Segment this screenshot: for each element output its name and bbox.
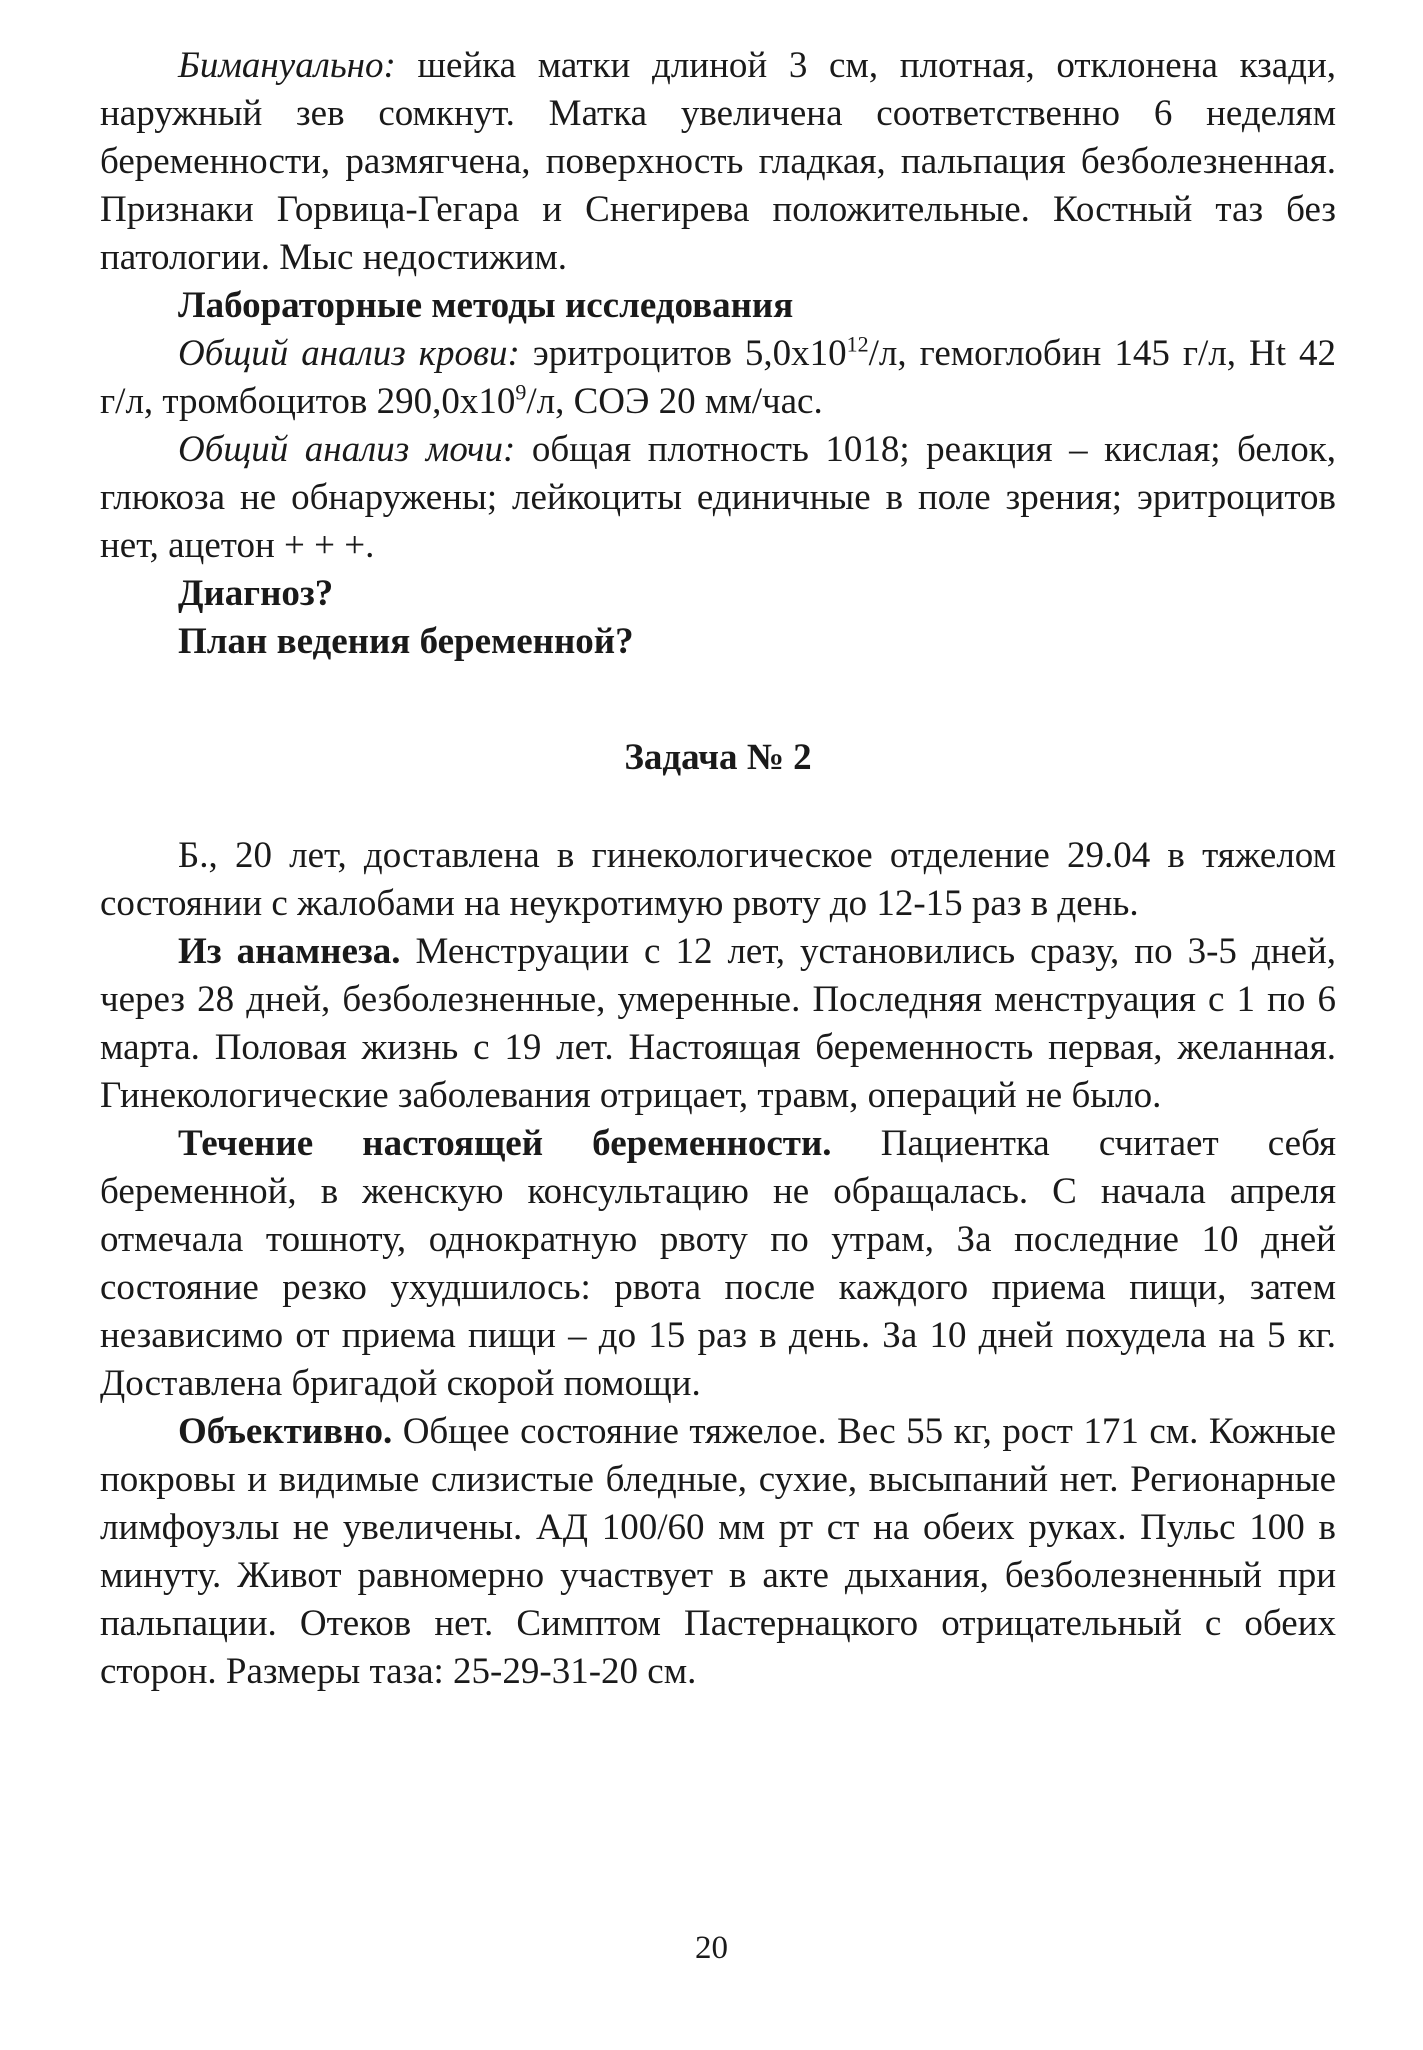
blood-text-2: /л, гемоглобин 145 г/л, Ht 42 г/л, тромбоцитов 290,0х10 [100, 333, 1336, 422]
task-2-body [100, 832, 1336, 1696]
bimanual-text: шейка матки длиной 3 см, плотная, отклонена кзади, наружный зев сомкнут. Матка увеличена соответственно 6 неделям беременности, размягчена, поверхность гладкая, пальпация безболезненная. Признаки Горвица-Гегара и Снегирева положительные. Костный таз без патологии. Мыс недостижим. [100, 45, 1336, 278]
blood-text-3: /л, СОЭ 20 мм/час. [526, 381, 823, 422]
urine-text: общая плотность 1018; реакция – кислая; белок, глюкоза не обнаружены; лейкоциты единичные в поле зрения; эритроцитов нет, ацетон + + +. [100, 429, 1336, 566]
pregnancy-text: Пациентка считает себя беременной, в женскую консультацию не обращалась. С начала апреля отмечала тошноту, однократную рвоту по утрам, За последние 10 дней состояние резко ухудшилось: рвота после каждого приема пищи, затем независимо от приема пищи – до 15 раз в день. За 10 дней похудела на 5 кг. Доставлена бригадой скорой помощи. [100, 1123, 1337, 1404]
task-2-title: Задача № 2 [624, 737, 812, 778]
bimanual-paragraph [100, 42, 1336, 282]
blood-sup-2: 9 [515, 379, 527, 405]
page-number: 20 [695, 1930, 728, 1966]
blood-label: Общий анализ крови: [178, 333, 520, 374]
intro-paragraph: Б., 20 лет, доставлена в гинекологическое отделение 29.04 в тяжелом состоянии с жалобами на неукротимую рвоту до 12-15 раз в день. [100, 835, 1336, 924]
anamnesis-label: Из анамнеза. [178, 931, 401, 972]
objective-text: Общее состояние тяжелое. Вес 55 кг, рост 171 см. Кожные покровы и видимые слизистые бледные, сухие, высыпаний нет. Регионарные лимфоузлы не увеличены. АД 100/60 мм рт ст на обеих руках. Пульс 100 в минуту. Живот равномерно участвует в акте дыхания, безболезненный при пальпации. Отеков нет. Симптом Пастернацкого отрицательный с обеих сторон. Размеры таза: 25-29-31-20 см. [100, 1411, 1336, 1692]
lab-heading: Лабораторные методы исследования [178, 285, 794, 326]
pregnancy-label: Течение настоящей беременности. [178, 1123, 832, 1164]
question-diagnosis: Диагноз? [178, 573, 334, 614]
blood-sup-1: 12 [846, 331, 869, 357]
blood-paragraph [100, 330, 1336, 426]
blood-text-1: эритроцитов 5,0х10 [519, 333, 847, 374]
objective-paragraph [100, 1408, 1336, 1696]
objective-label: Объективно. [178, 1411, 393, 1452]
bimanual-label: Бимануально: [178, 45, 396, 86]
anamnesis-paragraph [100, 928, 1336, 1120]
section-1 [100, 42, 1336, 666]
task-2-title-block [100, 734, 1336, 782]
question-plan: План ведения беременной? [178, 621, 634, 662]
urine-paragraph [100, 426, 1336, 570]
anamnesis-text: Менструации с 12 лет, установились сразу, по 3-5 дней, через 28 дней, безболезненные, умеренные. Последняя менструация с 1 по 6 марта. Половая жизнь с 19 лет. Настоящая беременность первая, желанная. Гинекологические заболевания отрицает, травм, операций не было. [100, 931, 1336, 1116]
pregnancy-paragraph [100, 1120, 1336, 1408]
urine-label: Общий анализ мочи: [178, 429, 516, 470]
